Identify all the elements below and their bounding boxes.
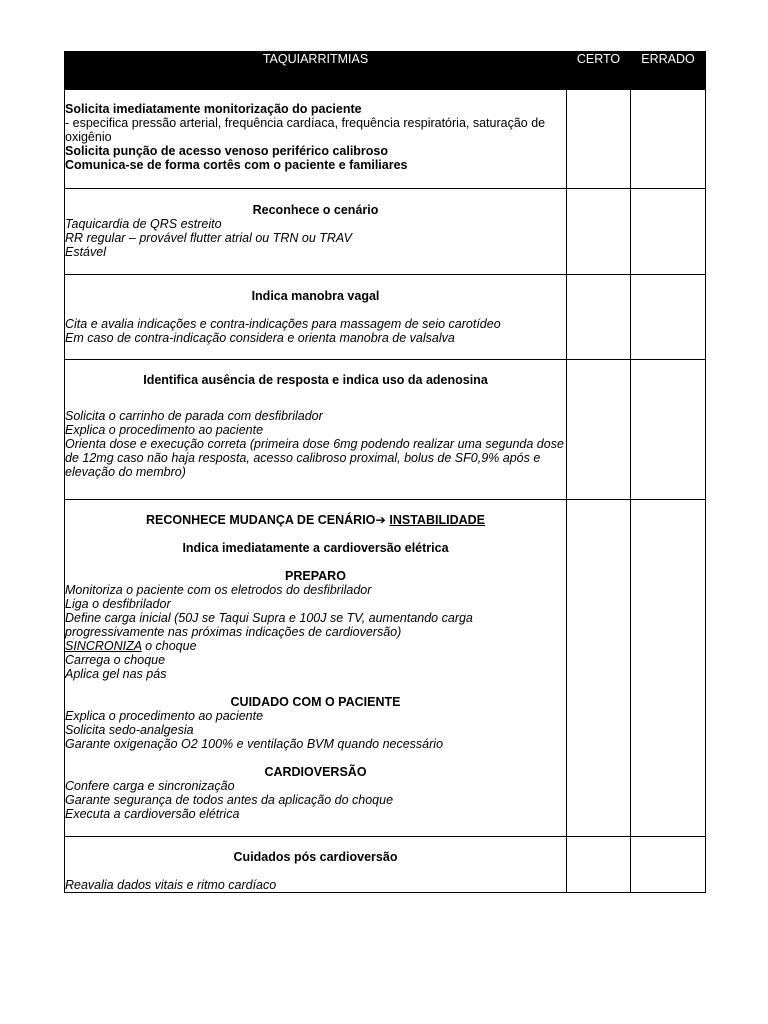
row-title: Indica manobra vagal xyxy=(251,289,380,303)
row-content xyxy=(65,189,567,275)
row-line: Garante segurança de todos antes da aplicação do choque xyxy=(65,793,394,807)
row-content xyxy=(65,360,567,500)
errado-checkbox-cell[interactable] xyxy=(631,189,706,275)
row-line: Estável xyxy=(65,245,106,259)
title-part2: INSTABILIDADE xyxy=(389,513,485,527)
row-title xyxy=(65,513,566,527)
row-line: Carrega o choque xyxy=(65,653,166,667)
row-line: Confere carga e sincronização xyxy=(65,779,235,793)
header-certo: CERTO xyxy=(567,52,631,90)
row-line: RR regular – provável flutter atrial ou TRN ou TRAV xyxy=(65,231,352,245)
header-errado: ERRADO xyxy=(631,52,706,90)
row-line: Solicita punção de acesso venoso periférico calibroso xyxy=(65,144,389,158)
row-line: Solicita sedo-analgesia xyxy=(65,723,194,737)
header-row xyxy=(65,52,706,90)
row-line: Monitoriza o paciente com os eletrodos do desfibrilador xyxy=(65,583,372,597)
errado-checkbox-cell[interactable] xyxy=(631,837,706,893)
row-line: Solicita imediatamente monitorização do paciente xyxy=(65,102,362,116)
checklist-row-monitorizacao xyxy=(65,90,706,189)
row-line: Cita e avalia indicações e contra-indicações para massagem de seio carotídeo xyxy=(65,317,501,331)
row-line: Comunica-se de forma cortês com o paciente e familiares xyxy=(65,158,408,172)
certo-checkbox-cell[interactable] xyxy=(567,90,631,189)
row-content xyxy=(65,837,567,893)
row-line: Define carga inicial (50J se Taqui Supra e 100J se TV, aumentando carga progressivamente nas próximas indicações de cardioversão) xyxy=(65,611,473,639)
row-line: Reavalia dados vitais e ritmo cardíaco xyxy=(65,878,277,892)
row-line: Executa a cardioversão elétrica xyxy=(65,807,240,821)
row-subtitle: Indica imediatamente a cardioversão elétrica xyxy=(182,541,449,555)
arrow-right-icon: ➔ xyxy=(375,513,386,527)
sincroniza-rest: o choque xyxy=(141,639,197,653)
row-line: Taquicardia de QRS estreito xyxy=(65,217,222,231)
certo-checkbox-cell[interactable] xyxy=(567,360,631,500)
certo-checkbox-cell[interactable] xyxy=(567,189,631,275)
title-part1: RECONHECE MUDANÇA DE CENÁRIO xyxy=(146,513,376,527)
row-line: Garante oxigenação O2 100% e ventilação BVM quando necessário xyxy=(65,737,444,751)
checklist-row-manobra-vagal xyxy=(65,275,706,360)
checklist-table xyxy=(64,51,706,893)
row-content xyxy=(65,90,567,189)
row-title: Cuidados pós cardioversão xyxy=(233,850,398,864)
checklist-row-cardioversao xyxy=(65,500,706,837)
row-content xyxy=(65,275,567,360)
row-title: Identifica ausência de resposta e indica uso da adenosina xyxy=(143,373,488,387)
row-line: Em caso de contra-indicação considera e orienta manobra de valsalva xyxy=(65,331,455,345)
sincroniza-word: SINCRONIZA xyxy=(65,639,142,653)
errado-checkbox-cell[interactable] xyxy=(631,90,706,189)
row-line: Explica o procedimento ao paciente xyxy=(65,709,264,723)
section-heading-cardioversao: CARDIOVERSÃO xyxy=(264,765,367,779)
row-content xyxy=(65,500,567,837)
row-line-sincroniza xyxy=(65,639,566,653)
header-title: TAQUIARRITMIAS xyxy=(65,52,567,90)
row-line: Explica o procedimento ao paciente xyxy=(65,423,264,437)
errado-checkbox-cell[interactable] xyxy=(631,500,706,837)
row-title: Reconhece o cenário xyxy=(252,203,379,217)
section-heading-preparo: PREPARO xyxy=(285,569,346,583)
section-heading-cuidado: CUIDADO COM O PACIENTE xyxy=(230,695,401,709)
row-line: Liga o desfibrilador xyxy=(65,597,171,611)
row-line: - especifica pressão arterial, frequência cardíaca, frequência respiratória, saturação de oxigênio xyxy=(65,116,546,144)
checklist-row-pos-cardioversao xyxy=(65,837,706,893)
row-line: Aplica gel nas pás xyxy=(65,667,167,681)
errado-checkbox-cell[interactable] xyxy=(631,275,706,360)
certo-checkbox-cell[interactable] xyxy=(567,500,631,837)
row-line: Orienta dose e execução correta (primeira dose 6mg podendo realizar uma segunda dose de 12mg caso não haja resposta, acesso calibroso proximal, bolus de SF0,9% após e elevação do membro) xyxy=(65,437,564,479)
row-line: Solicita o carrinho de parada com desfibrilador xyxy=(65,409,323,423)
checklist-row-cenario xyxy=(65,189,706,275)
certo-checkbox-cell[interactable] xyxy=(567,275,631,360)
errado-checkbox-cell[interactable] xyxy=(631,360,706,500)
checklist-row-adenosina xyxy=(65,360,706,500)
certo-checkbox-cell[interactable] xyxy=(567,837,631,893)
